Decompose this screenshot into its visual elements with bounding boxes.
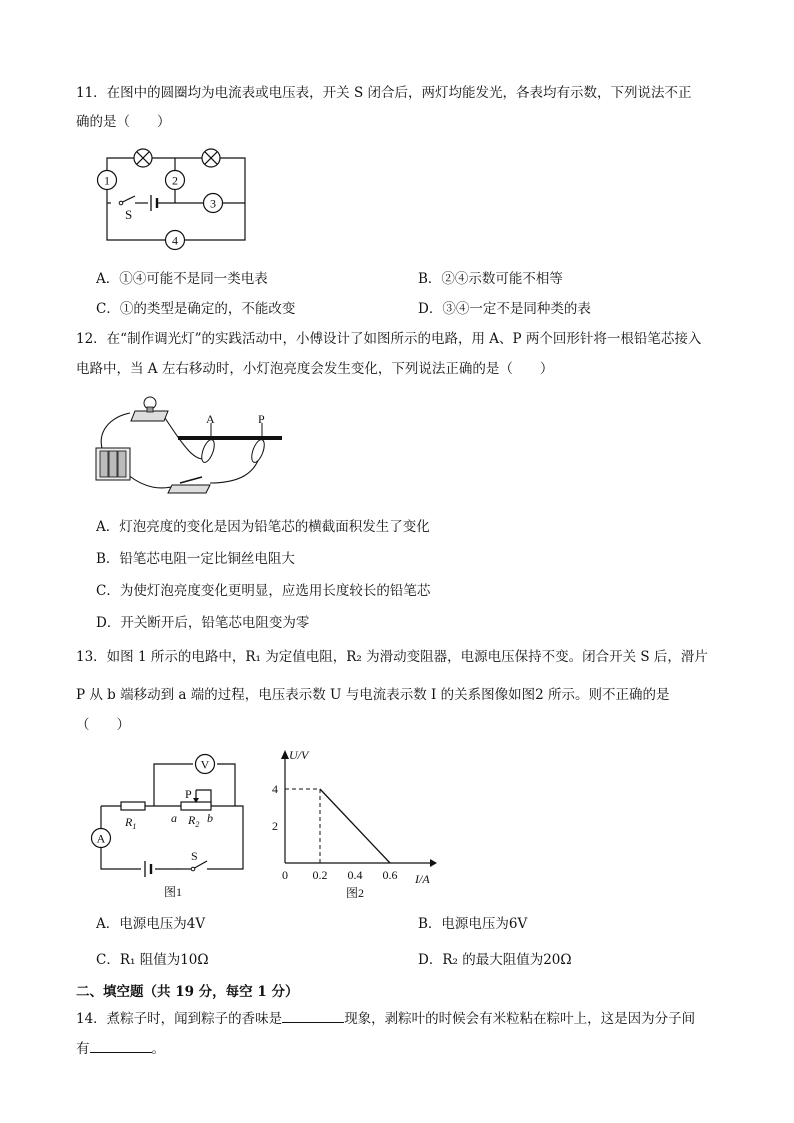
q14-line2 — [76, 1039, 165, 1058]
q14-line2-part1: 有 — [76, 1041, 90, 1057]
clip-a-label: A — [206, 412, 215, 426]
lamp-2-icon — [202, 149, 220, 167]
q13-option-d: D．R₂ 的最大阻值为20Ω — [418, 952, 572, 968]
meter-3-icon — [204, 194, 223, 213]
clip-p-label: P — [258, 412, 265, 426]
pencil-lead — [178, 436, 282, 440]
voltmeter-label: V — [200, 757, 210, 772]
battery-icon — [141, 860, 155, 878]
q12-option-a: A．灯泡亮度的变化是因为铅笔芯的横截面积发生了变化 — [96, 519, 430, 535]
switch-icon — [111, 196, 149, 207]
q13-option-b: B．电源电压为6V — [418, 916, 528, 932]
section-2-title: 二、填空题（共 19 分，每空 1 分） — [76, 984, 299, 1000]
q13-figure1-circuit — [93, 752, 253, 902]
q11-circuit-diagram — [95, 143, 255, 248]
y-tick-label: 4 — [272, 782, 278, 796]
r1-resistor — [121, 802, 145, 810]
meter-1-label: 1 — [104, 173, 110, 188]
r2-label: R — [188, 813, 196, 827]
r2-rheostat — [181, 802, 211, 810]
q11-option-a: A．①④可能不是同一类电表 — [96, 271, 268, 287]
lamp-1-icon — [134, 149, 152, 167]
q13-stem-line2: P 从 b 端移动到 a 端的过程，电压表示数 U 与电流表示数 I 的关系图像如图2 所示。则不正确的是 — [76, 687, 670, 703]
q11-option-d: D．③④一定不是同种类的表 — [418, 301, 591, 317]
meter-3-label: 3 — [210, 196, 216, 211]
q14-blank-1[interactable] — [282, 1009, 344, 1023]
battery-pack-icon — [96, 448, 130, 480]
q12-option-b: B．铅笔芯电阻一定比铜丝电阻大 — [96, 551, 295, 567]
voltmeter-icon — [196, 755, 215, 774]
q13-option-c: C．R₁ 阻值为10Ω — [96, 952, 209, 968]
q14-line1 — [76, 1009, 695, 1028]
figure1-caption: 图1 — [163, 885, 183, 899]
x-axis-label: I/A — [415, 872, 430, 886]
clip-a-icon — [199, 423, 217, 464]
origin-label: 0 — [282, 868, 288, 882]
end-b-label: b — [207, 811, 213, 825]
clip-p-icon — [249, 423, 267, 464]
q11-option-c: C．①的类型是确定的，不能改变 — [96, 301, 296, 317]
q13-stem-line3: （ ） — [76, 717, 130, 733]
q11-option-b: B．②④示数可能不相等 — [418, 271, 563, 287]
bulb-icon — [131, 397, 168, 421]
switch-label: S — [125, 207, 133, 222]
meter-2-label: 2 — [172, 173, 178, 188]
q13-stem-line1: 13．如图 1 所示的电路中，R₁ 为定值电阻，R₂ 为滑动变阻器，电源电压保持不变。闭合开关 S 后，滑片 — [76, 649, 708, 665]
battery-icon — [148, 195, 175, 211]
q14-line1-part2: 现象，剥粽叶的时候会有米粒粘在粽叶上，这是因为分子间 — [344, 1011, 696, 1027]
q13-figure2-ui-chart — [265, 745, 445, 905]
r2-subscript: 2 — [195, 820, 200, 829]
x-tick-label: 0.6 — [382, 868, 398, 882]
q12-stem-line1: 12．在“制作调光灯”的实践活动中，小傅设计了如图所示的电路，用 A、P 两个回形针将一根铅笔芯接入 — [76, 331, 702, 347]
chart-axes — [281, 750, 437, 867]
q14-blank-2[interactable] — [90, 1039, 152, 1053]
ammeter-icon — [92, 829, 111, 848]
q12-pencil-circuit-illustration — [90, 393, 290, 503]
figure2-caption: 图2 — [345, 886, 365, 900]
q13-option-a: A．电源电压为4V — [96, 916, 206, 932]
q11-stem-line1: 11．在图中的圆圈均为电流表或电压表，开关 S 闭合后，两灯均能发光，各表均有示数，下列说法不正 — [76, 85, 692, 101]
y-tick-label: 2 — [272, 819, 278, 833]
x-tick-label: 0.4 — [347, 868, 363, 882]
y-axis-label: U/V — [289, 748, 309, 762]
x-tick-label: 0.2 — [312, 868, 328, 882]
q12-option-d: D．开关断开后，铅笔芯电阻变为零 — [96, 615, 310, 631]
q11-stem-line2: 确的是（ ） — [76, 114, 171, 130]
series-line — [320, 789, 390, 863]
knife-switch-icon — [168, 477, 210, 493]
svg-text:R1 — [124, 815, 136, 831]
svg-text:R2 — [187, 813, 199, 829]
q14-line1-part1: 14．煮粽子时，闻到粽子的香味是 — [76, 1011, 283, 1027]
meter-4-icon — [166, 231, 185, 250]
q12-option-c: C．为使灯泡亮度变化更明显，应选用长度较长的铅笔芯 — [96, 583, 431, 599]
ammeter-label: A — [96, 831, 106, 846]
meter-4-label: 4 — [172, 233, 178, 248]
r1-label: R — [125, 815, 133, 829]
q12-stem-line2: 电路中，当 A 左右移动时，小灯泡亮度会发生变化，下列说法正确的是（ ） — [76, 361, 554, 377]
switch-label: S — [191, 849, 198, 863]
slider-p-label: P — [185, 787, 192, 801]
r1-subscript: 1 — [132, 822, 137, 831]
meter-2-icon — [166, 171, 185, 190]
q14-line2-part2: 。 — [151, 1041, 165, 1057]
end-a-label: a — [171, 811, 177, 825]
meter-1-icon — [98, 171, 117, 190]
